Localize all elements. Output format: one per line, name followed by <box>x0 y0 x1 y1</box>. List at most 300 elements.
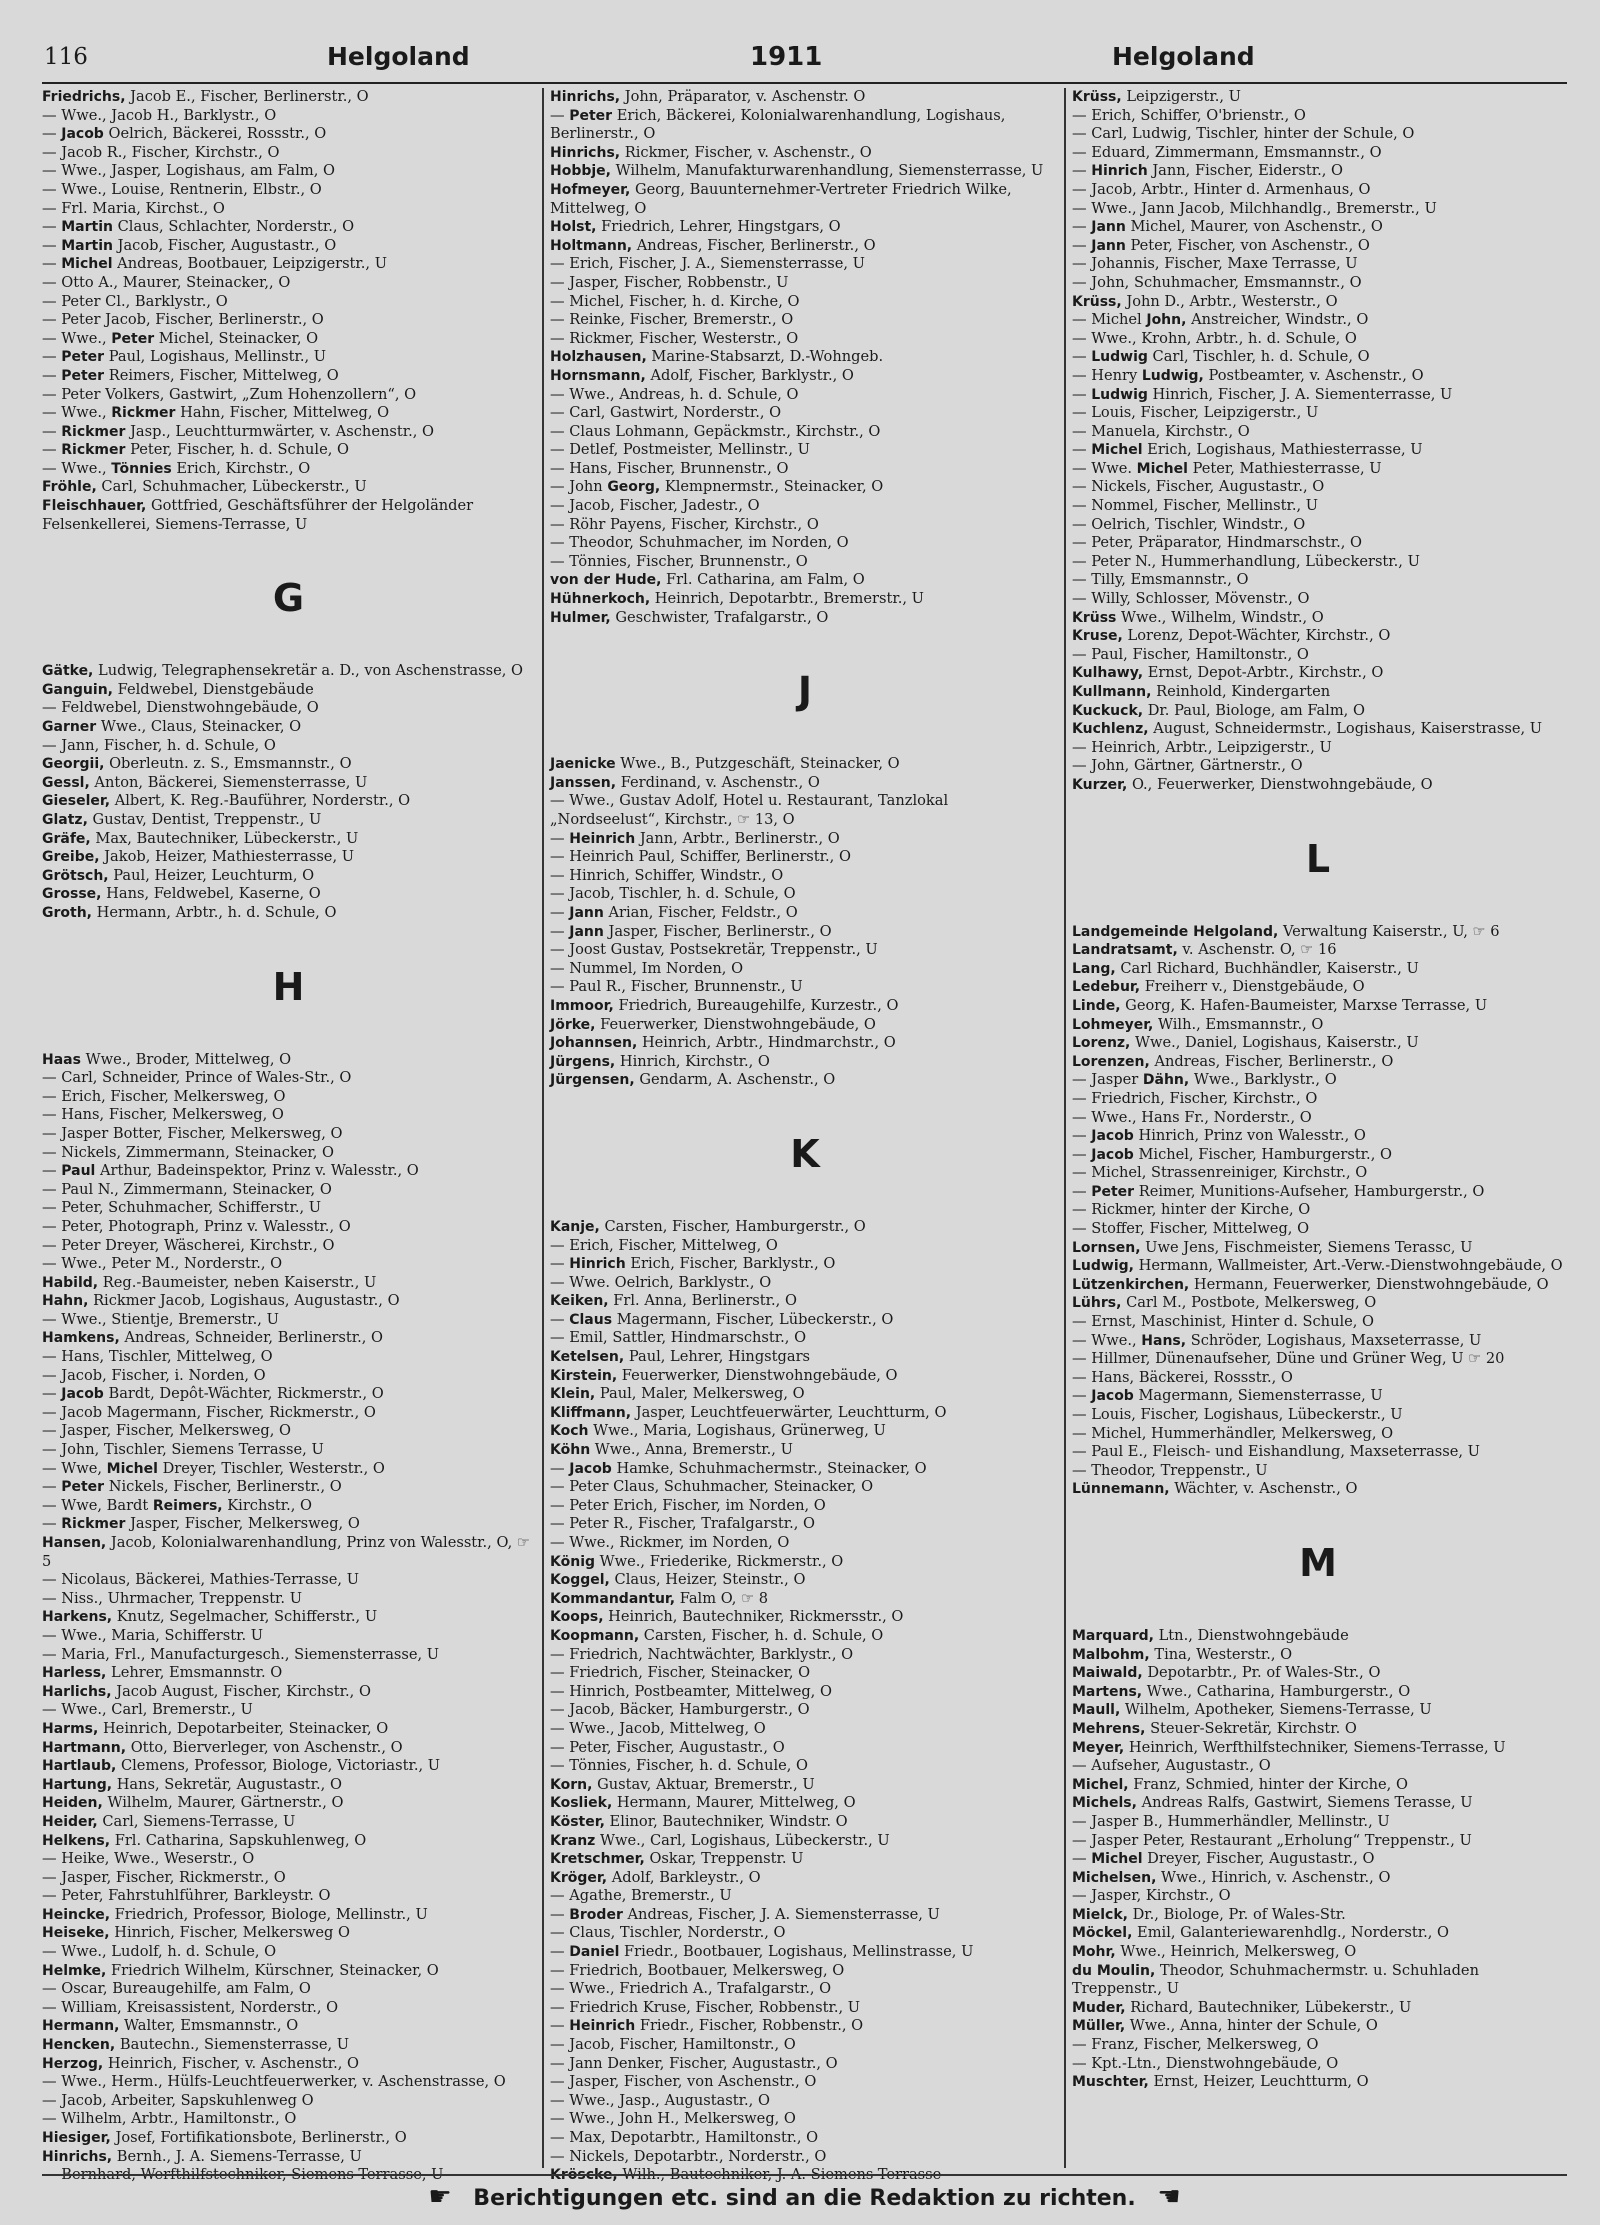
entry-details: Jacob E., Fischer, Berlinerstr., O <box>130 88 369 105</box>
entry-name: Mielck, <box>1072 1906 1128 1923</box>
entry-name: Rickmer <box>61 423 126 440</box>
entry-details: Schröder, Logishaus, Maxseterrasse, U <box>1190 1331 1482 1349</box>
entry-name: Peter <box>61 367 105 384</box>
directory-entry <box>1072 646 1564 665</box>
entry-details: Peter, Fischer, h. d. Schule, O <box>130 441 349 459</box>
entry-details: v. Aschenstr. O, ☞ 16 <box>1182 941 1337 959</box>
directory-entry <box>550 978 1060 997</box>
entry-details: Gustav, Dentist, Treppenstr., U <box>92 811 322 828</box>
entry-details: Jacob, Kolonialwarenhandlung, Prinz von Walesstr., O, ☞ 5 <box>42 1534 530 1570</box>
entry-details: Friedr., Fischer, Robbenstr., O <box>639 2017 864 2035</box>
entry-name: Jacob <box>61 126 104 143</box>
directory-entry <box>1072 757 1564 776</box>
entry-name: Kullmann, <box>1072 684 1152 700</box>
directory-entry <box>550 255 1060 274</box>
entry-details: John D., Arbtr., Westerstr., O <box>1126 292 1338 310</box>
entry-name: Harkens, <box>42 1609 113 1626</box>
entry-details: — Wwe. Oelrich, Barklystr., O <box>550 1273 772 1291</box>
entry-details: — Johannis, Fischer, Maxe Terrasse, U <box>1072 255 1358 273</box>
entry-details: — Friedrich, Bootbauer, Melkersweg, O <box>550 1961 845 1979</box>
entry-details: Wwe., Hinrich, v. Aschenstr., O <box>1161 1868 1391 1886</box>
entry-details: — Wwe., Friedrich A., Trafalgarstr., O <box>550 1980 832 1998</box>
entry-details: Rickmer Jacob, Logishaus, Augustastr., O <box>93 1292 400 1310</box>
directory-entry <box>1072 1739 1564 1758</box>
entry-details: Andreas, Fischer, J. A. Siemensterrasse, U <box>627 1905 940 1923</box>
entry-details: — Nickels, Zimmermann, Steinacker, O <box>42 1143 335 1161</box>
entry-details: Hinrich, Prinz von Walesstr., O <box>1138 1127 1366 1145</box>
entry-details: Dr. Paul, Biologe, am Falm, O <box>1147 701 1365 719</box>
entry-name: Martin <box>61 237 113 254</box>
directory-entry <box>550 1683 1060 1702</box>
directory-entry <box>1072 997 1564 1016</box>
entry-details: Andreas, Fischer, Berlinerstr., O <box>1154 1052 1394 1070</box>
directory-entry <box>42 1441 535 1460</box>
entry-details: Andreas, Bootbauer, Leipzigerstr., U <box>117 255 388 273</box>
entry-prefix: — <box>550 1943 570 1961</box>
entry-details: Elinor, Bautechniker, Windstr. O <box>609 1812 848 1830</box>
directory-entry <box>42 1237 535 1256</box>
entry-details: Lehrer, Emsmannstr. O <box>111 1664 283 1682</box>
directory-entry <box>1072 1462 1564 1481</box>
entry-details: — Jacob, Fischer, Hamiltonstr., O <box>550 2036 796 2054</box>
entry-name: Jann <box>569 904 604 921</box>
entry-name: Hans, <box>1141 1332 1187 1349</box>
entry-name: Maiwald, <box>1072 1665 1143 1682</box>
entry-details: — Friedrich, Nachtwächter, Barklystr., O <box>550 1645 854 1663</box>
entry-details: Emil, Galanteriewarenhdlg., Norderstr., O <box>1137 1924 1450 1942</box>
entry-prefix: — Henry <box>1072 366 1142 384</box>
directory-entry <box>550 1404 1060 1423</box>
directory-entry <box>1072 125 1564 144</box>
entry-details: Wwe., Carl, Logishaus, Lübeckerstr., U <box>599 1831 890 1849</box>
directory-entry <box>1072 960 1564 979</box>
column-3 <box>1072 88 1564 2163</box>
entry-name: Holzhausen, <box>550 349 647 366</box>
entry-name: Krüss, <box>1072 293 1122 310</box>
directory-entry <box>1072 1832 1564 1851</box>
entry-details: — Wwe., Jasp., Augustastr., O <box>550 2091 770 2109</box>
entry-details: — Erich, Schiffer, O'brienstr., O <box>1072 106 1306 124</box>
directory-entry <box>42 125 535 144</box>
directory-entry <box>550 755 1060 774</box>
entry-name: Harlichs, <box>42 1683 112 1700</box>
entry-details: Uwe Jens, Fischmeister, Siemens Terassc, U <box>1145 1238 1473 1256</box>
directory-entry <box>1072 516 1564 535</box>
entry-details: August, Schneidermstr., Logishaus, Kaiserstrasse, U <box>1153 720 1543 738</box>
entry-details: Claus, Heizer, Steinstr., O <box>614 1571 806 1589</box>
entry-details: Peter, Mathiesterrasse, U <box>1192 459 1382 477</box>
entry-details: Heinrich, Depotarbtr., Bremerstr., U <box>654 590 924 608</box>
directory-entry <box>42 1534 535 1571</box>
entry-name: Kirstein, <box>550 1367 618 1384</box>
directory-entry <box>1072 609 1564 628</box>
entry-name: Hornsmann, <box>550 367 646 384</box>
directory-entry <box>1072 571 1564 590</box>
directory-entry <box>550 1441 1060 1460</box>
entry-details: — Jacob, Arbeiter, Sapskuhlenweg O <box>42 2091 314 2109</box>
entry-prefix: — <box>1072 441 1092 459</box>
directory-entry <box>42 2055 535 2074</box>
directory-entry <box>1072 664 1564 683</box>
entry-details: — Michel, Hummerhändler, Melkersweg, O <box>1072 1424 1394 1442</box>
entry-name: Kretschmer, <box>550 1851 645 1868</box>
entry-details: — Nickels, Fischer, Augustastr., O <box>1072 478 1325 496</box>
entry-name: Hulmer, <box>550 609 611 626</box>
directory-entry <box>1072 237 1564 256</box>
entry-details: — Maria, Frl., Manufacturgesch., Siemensterrasse, U <box>42 1645 440 1663</box>
entry-details: Carsten, Fischer, h. d. Schule, O <box>643 1626 884 1644</box>
entry-name: Malbohm, <box>1072 1646 1150 1663</box>
directory-entry <box>42 1683 535 1702</box>
entry-name: Ludwig <box>1091 349 1148 366</box>
directory-entry <box>1072 941 1564 960</box>
entry-details: — Louis, Fischer, Leipzigerstr., U <box>1072 404 1319 422</box>
entry-details: — Jann Denker, Fischer, Augustastr., O <box>550 2054 838 2072</box>
entry-name: Kurzer, <box>1072 776 1128 793</box>
entry-details: Hinrich, Fischer, J. A. Siementerrasse, U <box>1152 385 1453 403</box>
entry-details: — Wwe., Krohn, Arbtr., h. d. Schule, O <box>1072 329 1357 347</box>
entry-details: — Tilly, Emsmannstr., O <box>1072 571 1249 589</box>
entry-details: — Jacob, Tischler, h. d. Schule, O <box>550 885 796 903</box>
entry-name: Glatz, <box>42 812 88 828</box>
running-title-right: Helgoland <box>1112 42 1255 71</box>
directory-entry <box>42 1869 535 1888</box>
directory-entry <box>42 1460 535 1479</box>
entry-details: — Jasper B., Hummerhändler, Mellinstr., U <box>1072 1812 1390 1830</box>
directory-entry <box>42 1887 535 1906</box>
entry-details: Lorenz, Depot-Wächter, Kirchstr., O <box>1127 627 1391 645</box>
entry-details: — Wwe., Peter M., Norderstr., O <box>42 1255 283 1273</box>
entry-name: Muder, <box>1072 1999 1126 2016</box>
entry-prefix: — <box>42 236 62 254</box>
entry-name: Kulhawy, <box>1072 665 1144 682</box>
entry-details: — Carl, Ludwig, Tischler, hinter der Schule, O <box>1072 125 1415 143</box>
entry-details: — Bernhard, Werfthilfstechniker, Siemens-Terrasse, U <box>42 2166 444 2184</box>
entry-prefix: — <box>1072 385 1092 403</box>
directory-entry <box>1072 1701 1564 1720</box>
directory-entry <box>42 737 535 756</box>
directory-entry <box>550 941 1060 960</box>
entry-details: — Theodor, Treppenstr., U <box>1072 1461 1268 1479</box>
directory-entry <box>1072 1720 1564 1739</box>
entry-details: — Jasper, Fischer, Rickmerstr., O <box>42 1868 286 1886</box>
entry-name: Peter <box>1091 1183 1135 1200</box>
entry-details: Richard, Bautechniker, Lübekerstr., U <box>1130 1998 1412 2016</box>
directory-entry <box>1072 1201 1564 1220</box>
entry-details: — Feldwebel, Dienstwohngebäude, O <box>42 699 319 717</box>
directory-entry <box>42 1720 535 1739</box>
entry-prefix: — <box>550 903 570 921</box>
directory-entry <box>1072 1109 1564 1128</box>
entry-details: Heinrich, Depotarbeiter, Steinacker, O <box>102 1719 389 1737</box>
entry-details: Oberleutn. z. S., Emsmannstr., O <box>109 755 352 773</box>
entry-details: Verwaltung Kaiserstr., U, ☞ 6 <box>1282 922 1500 940</box>
entry-name: Klein, <box>550 1386 596 1403</box>
entry-name: Hinrichs, <box>42 2148 113 2165</box>
directory-entry <box>42 478 535 497</box>
directory-entry <box>42 348 535 367</box>
directory-entry <box>42 1999 535 2018</box>
directory-entry <box>42 1571 535 1590</box>
entry-name: Peter <box>61 1479 105 1496</box>
entry-details: Paul, Lehrer, Hingstgars <box>628 1348 811 1366</box>
entry-name: Hühnerkoch, <box>550 591 651 608</box>
directory-entry <box>42 237 535 256</box>
directory-entry <box>1072 1664 1564 1683</box>
entry-details: Bernh., J. A. Siemens-Terrasse, U <box>116 2147 362 2165</box>
entry-name: Hamkens, <box>42 1330 120 1347</box>
entry-prefix: — <box>1072 1850 1092 1868</box>
entry-name: Garner <box>42 719 97 736</box>
entry-name: Hencken, <box>42 2037 116 2054</box>
directory-entry <box>42 1757 535 1776</box>
entry-details: — Wwe., Hans Fr., Norderstr., O <box>1072 1108 1312 1126</box>
directory-entry <box>550 609 1060 628</box>
entry-details: Erich, Bäckerei, Kolonialwarenhandlung, Logishaus, Berlinerstr., O <box>550 106 1006 143</box>
directory-entry <box>1072 162 1564 181</box>
entry-name: Jürgensen, <box>550 1072 635 1089</box>
entry-prefix: — <box>1072 218 1092 236</box>
entry-name: Martin <box>61 219 113 236</box>
entry-name: Michelsen, <box>1072 1869 1157 1886</box>
entry-details: — Franz, Fischer, Melkersweg, O <box>1072 2036 1319 2054</box>
entry-name: Grötsch, <box>42 867 109 884</box>
entry-details: Wilhelm, Maurer, Gärtnerstr., O <box>107 1794 344 1812</box>
directory-entry <box>42 1274 535 1293</box>
entry-details: Adolf, Fischer, Barklystr., O <box>650 366 854 384</box>
directory-entry <box>42 792 535 811</box>
directory-entry <box>550 885 1060 904</box>
entry-details: Frl. Catharina, am Falm, O <box>666 571 865 589</box>
entry-details: Erich, Kirchstr., O <box>176 459 311 477</box>
directory-entry <box>42 1069 535 1088</box>
directory-entry <box>1072 1406 1564 1425</box>
directory-entry <box>1072 1090 1564 1109</box>
directory-entry <box>550 2092 1060 2111</box>
directory-entry <box>550 848 1060 867</box>
entry-details: — John, Schuhmacher, Emsmannstr., O <box>1072 273 1362 291</box>
directory-entry <box>42 1608 535 1627</box>
directory-entry <box>42 144 535 163</box>
entry-details: Reg.-Baumeister, neben Kaiserstr., U <box>102 1273 377 1291</box>
directory-entry <box>1072 1943 1564 1962</box>
entry-details: Michel, Steinacker, O <box>158 329 319 347</box>
directory-entry <box>1072 1869 1564 1888</box>
directory-entry <box>550 553 1060 572</box>
entry-name: Hartung, <box>42 1776 113 1793</box>
directory-entry <box>550 497 1060 516</box>
entry-name: Köster, <box>550 1813 605 1830</box>
entry-details: Hermann, Feuerwerker, Dienstwohngebäude, O <box>1193 1275 1549 1293</box>
directory-entry <box>550 237 1060 256</box>
directory-entry <box>42 1962 535 1981</box>
directory-entry <box>550 1869 1060 1888</box>
entry-name: Michel <box>106 1460 158 1477</box>
entry-name: Linde, <box>1072 997 1121 1014</box>
entry-details: — Wwe., Ludolf, h. d. Schule, O <box>42 1943 277 1961</box>
entry-details: — William, Kreisassistent, Norderstr., O <box>42 1998 339 2016</box>
entry-name: Ludwig, <box>1072 1258 1134 1275</box>
entry-name: Harms, <box>42 1720 99 1737</box>
entry-details: — Rickmer, hinter der Kirche, O <box>1072 1201 1311 1219</box>
entry-details: — Claus Lohmann, Gepäckmstr., Kirchstr., O <box>550 422 881 440</box>
entry-details: — Nummel, Im Norden, O <box>550 959 744 977</box>
entry-details: Reimers, Fischer, Mittelweg, O <box>108 366 339 384</box>
entry-name: Landratsamt, <box>1072 942 1178 959</box>
entry-details: Gottfried, Geschäftsführer der Helgoländer Felsenkellerei, Siemens-Terrasse, U <box>42 497 474 533</box>
directory-entry <box>42 1051 535 1070</box>
entry-details: — Frl. Maria, Kirchst., O <box>42 199 225 217</box>
entry-name: Janssen, <box>550 774 617 791</box>
entry-details: — Carl, Gastwirt, Norderstr., O <box>550 404 782 422</box>
directory-entry <box>550 1348 1060 1367</box>
entry-name: Mohr, <box>1072 1944 1116 1961</box>
entry-prefix: — <box>550 2017 570 2035</box>
directory-entry <box>550 997 1060 1016</box>
entry-details: — Peter, Schuhmacher, Schifferstr., U <box>42 1199 322 1217</box>
entry-details: Hinrich, Kirchstr., O <box>619 1052 770 1070</box>
entry-name: Michel <box>61 256 113 273</box>
entry-details: — Erich, Fischer, Melkersweg, O <box>42 1087 286 1105</box>
directory-entry <box>550 1016 1060 1035</box>
directory-entry <box>42 1218 535 1237</box>
directory-entry <box>550 1924 1060 1943</box>
directory-entry <box>550 1850 1060 1869</box>
entry-details: — Jacob, Fischer, Jadestr., O <box>550 497 760 515</box>
directory-entry <box>1072 1239 1564 1258</box>
directory-entry <box>1072 1164 1564 1183</box>
entry-details: — Reinke, Fischer, Bremerstr., O <box>550 311 794 329</box>
entry-details: Wwe., Anna, hinter der Schule, O <box>1129 2017 1378 2035</box>
entry-details: Clemens, Professor, Biologe, Victoriastr., U <box>120 1757 441 1775</box>
entry-name: Koops, <box>550 1609 604 1626</box>
entry-details: Depotarbtr., Pr. of Wales-Str., O <box>1147 1664 1381 1682</box>
directory-entry <box>550 1422 1060 1441</box>
directory-entry <box>1072 1813 1564 1832</box>
entry-details: Heinrich, Fischer, v. Aschenstr., O <box>107 2054 359 2072</box>
entry-details: Rickmer, Fischer, v. Aschenstr., O <box>624 143 872 161</box>
directory-entry <box>42 1497 535 1516</box>
directory-entry <box>42 1292 535 1311</box>
entry-details: — Peter Volkers, Gastwirt, „Zum Hohenzollern“, O <box>42 385 417 403</box>
directory-entry <box>550 1053 1060 1072</box>
directory-entry <box>42 1813 535 1832</box>
entry-details: Bautechn., Siemensterrasse, U <box>119 2036 350 2054</box>
entry-name: Lohmeyer, <box>1072 1016 1154 1033</box>
entry-details: — Wwe., Maria, Schifferstr. U <box>42 1626 264 1644</box>
directory-entry <box>550 107 1060 144</box>
directory-entry <box>550 1701 1060 1720</box>
entry-details: Dreyer, Tischler, Westerstr., O <box>162 1459 385 1477</box>
entry-details: — Jacob, Bäcker, Hamburgerstr., O <box>550 1701 810 1719</box>
entry-details: — Wwe., Stientje, Bremerstr., U <box>42 1310 279 1328</box>
directory-entry <box>42 88 535 107</box>
entry-name: Friedrichs, <box>42 89 126 105</box>
entry-details: — Peter Dreyer, Wäscherei, Kirchstr., O <box>42 1236 335 1254</box>
directory-entry <box>42 200 535 219</box>
column-divider <box>1064 88 1066 2168</box>
entry-details: Dreyer, Fischer, Augustastr., O <box>1147 1850 1375 1868</box>
directory-entry <box>1072 1924 1564 1943</box>
directory-entry <box>550 367 1060 386</box>
entry-name: Krüss, <box>1072 89 1122 105</box>
directory-entry <box>550 534 1060 553</box>
directory-entry <box>42 255 535 274</box>
entry-name: Reimers, <box>152 1497 223 1514</box>
entry-details: — John, Tischler, Siemens Terrasse, U <box>42 1441 324 1459</box>
entry-name: John, <box>1146 312 1187 329</box>
entry-details: Ernst, Depot-Arbtr., Kirchstr., O <box>1147 664 1384 682</box>
entry-name: Lührs, <box>1072 1295 1122 1312</box>
directory-entry <box>1072 1016 1564 1035</box>
entry-prefix: — <box>42 1515 62 1533</box>
directory-entry <box>550 1590 1060 1609</box>
entry-details: Albert, K. Reg.-Bauführer, Norderstr., O <box>114 792 411 810</box>
entry-name: Gieseler, <box>42 793 111 810</box>
directory-entry <box>42 1943 535 1962</box>
directory-entry <box>550 2017 1060 2036</box>
entry-details: Walter, Emsmannstr., O <box>124 2017 299 2035</box>
directory-entry <box>1072 274 1564 293</box>
entry-prefix: — Michel <box>1072 311 1147 329</box>
entry-details: Wwe., Anna, Bremerstr., U <box>594 1441 793 1459</box>
column-1 <box>42 88 535 2184</box>
directory-entry <box>550 1571 1060 1590</box>
directory-entry <box>42 774 535 793</box>
entry-details: — Wilhelm, Arbtr., Hamiltonstr., O <box>42 2110 297 2128</box>
entry-name: Kanje, <box>550 1218 600 1235</box>
entry-name: Jacob <box>1091 1128 1134 1145</box>
entry-name: Ludwig, <box>1141 367 1204 384</box>
entry-details: Peter, Fischer, von Aschenstr., O <box>1130 236 1370 254</box>
directory-entry <box>550 348 1060 367</box>
entry-details: — Aufseher, Augustastr., O <box>1072 1757 1271 1775</box>
entry-details: — Wwe., Herm., Hülfs-Leuchtfeuerwerker, v. Aschenstrasse, O <box>42 2073 506 2091</box>
directory-entry <box>550 88 1060 107</box>
entry-details: Anton, Bäckerei, Siemensterrasse, U <box>94 773 368 791</box>
entry-details: Max, Bautechniker, Lübeckerstr., U <box>95 829 359 847</box>
entry-details: Ernst, Heizer, Leuchtturm, O <box>1153 2073 1369 2091</box>
directory-entry <box>1072 923 1564 942</box>
entry-details: — John, Gärtner, Gärtnerstr., O <box>1072 757 1303 775</box>
entry-details: Gustav, Aktuar, Bremerstr., U <box>597 1775 815 1793</box>
entry-prefix: — <box>550 922 570 940</box>
directory-entry <box>1072 255 1564 274</box>
entry-details: Wwe., Wilhelm, Windstr., O <box>1121 608 1324 626</box>
entry-details: — Agathe, Bremerstr., U <box>550 1887 732 1905</box>
entry-prefix: — <box>42 441 62 459</box>
entry-prefix: — <box>550 106 570 124</box>
entry-name: Michels, <box>1072 1795 1137 1812</box>
directory-entry <box>550 1071 1060 1090</box>
directory-entry <box>1072 181 1564 200</box>
directory-entry <box>42 811 535 830</box>
entry-details: Carl, Schuhmacher, Lübeckerstr., U <box>101 478 367 496</box>
running-title-left: Helgoland <box>327 42 470 71</box>
entry-details: — Erich, Fischer, J. A., Siemensterrasse, U <box>550 255 865 273</box>
entry-name: Ketelsen, <box>550 1349 625 1366</box>
directory-entry <box>42 2092 535 2111</box>
entry-name: Broder <box>569 1906 623 1923</box>
directory-entry <box>550 1794 1060 1813</box>
directory-entry <box>1072 2017 1564 2036</box>
entry-details: Marine-Stabsarzt, D.-Wohngeb. <box>651 348 884 366</box>
directory-entry <box>550 1832 1060 1851</box>
entry-details: — Wwe., Jacob, Mittelweg, O <box>550 1719 766 1737</box>
entry-name: Martens, <box>1072 1683 1143 1700</box>
entry-details: Wwe., Claus, Steinacker, O <box>100 718 302 736</box>
directory-entry <box>1072 1220 1564 1239</box>
